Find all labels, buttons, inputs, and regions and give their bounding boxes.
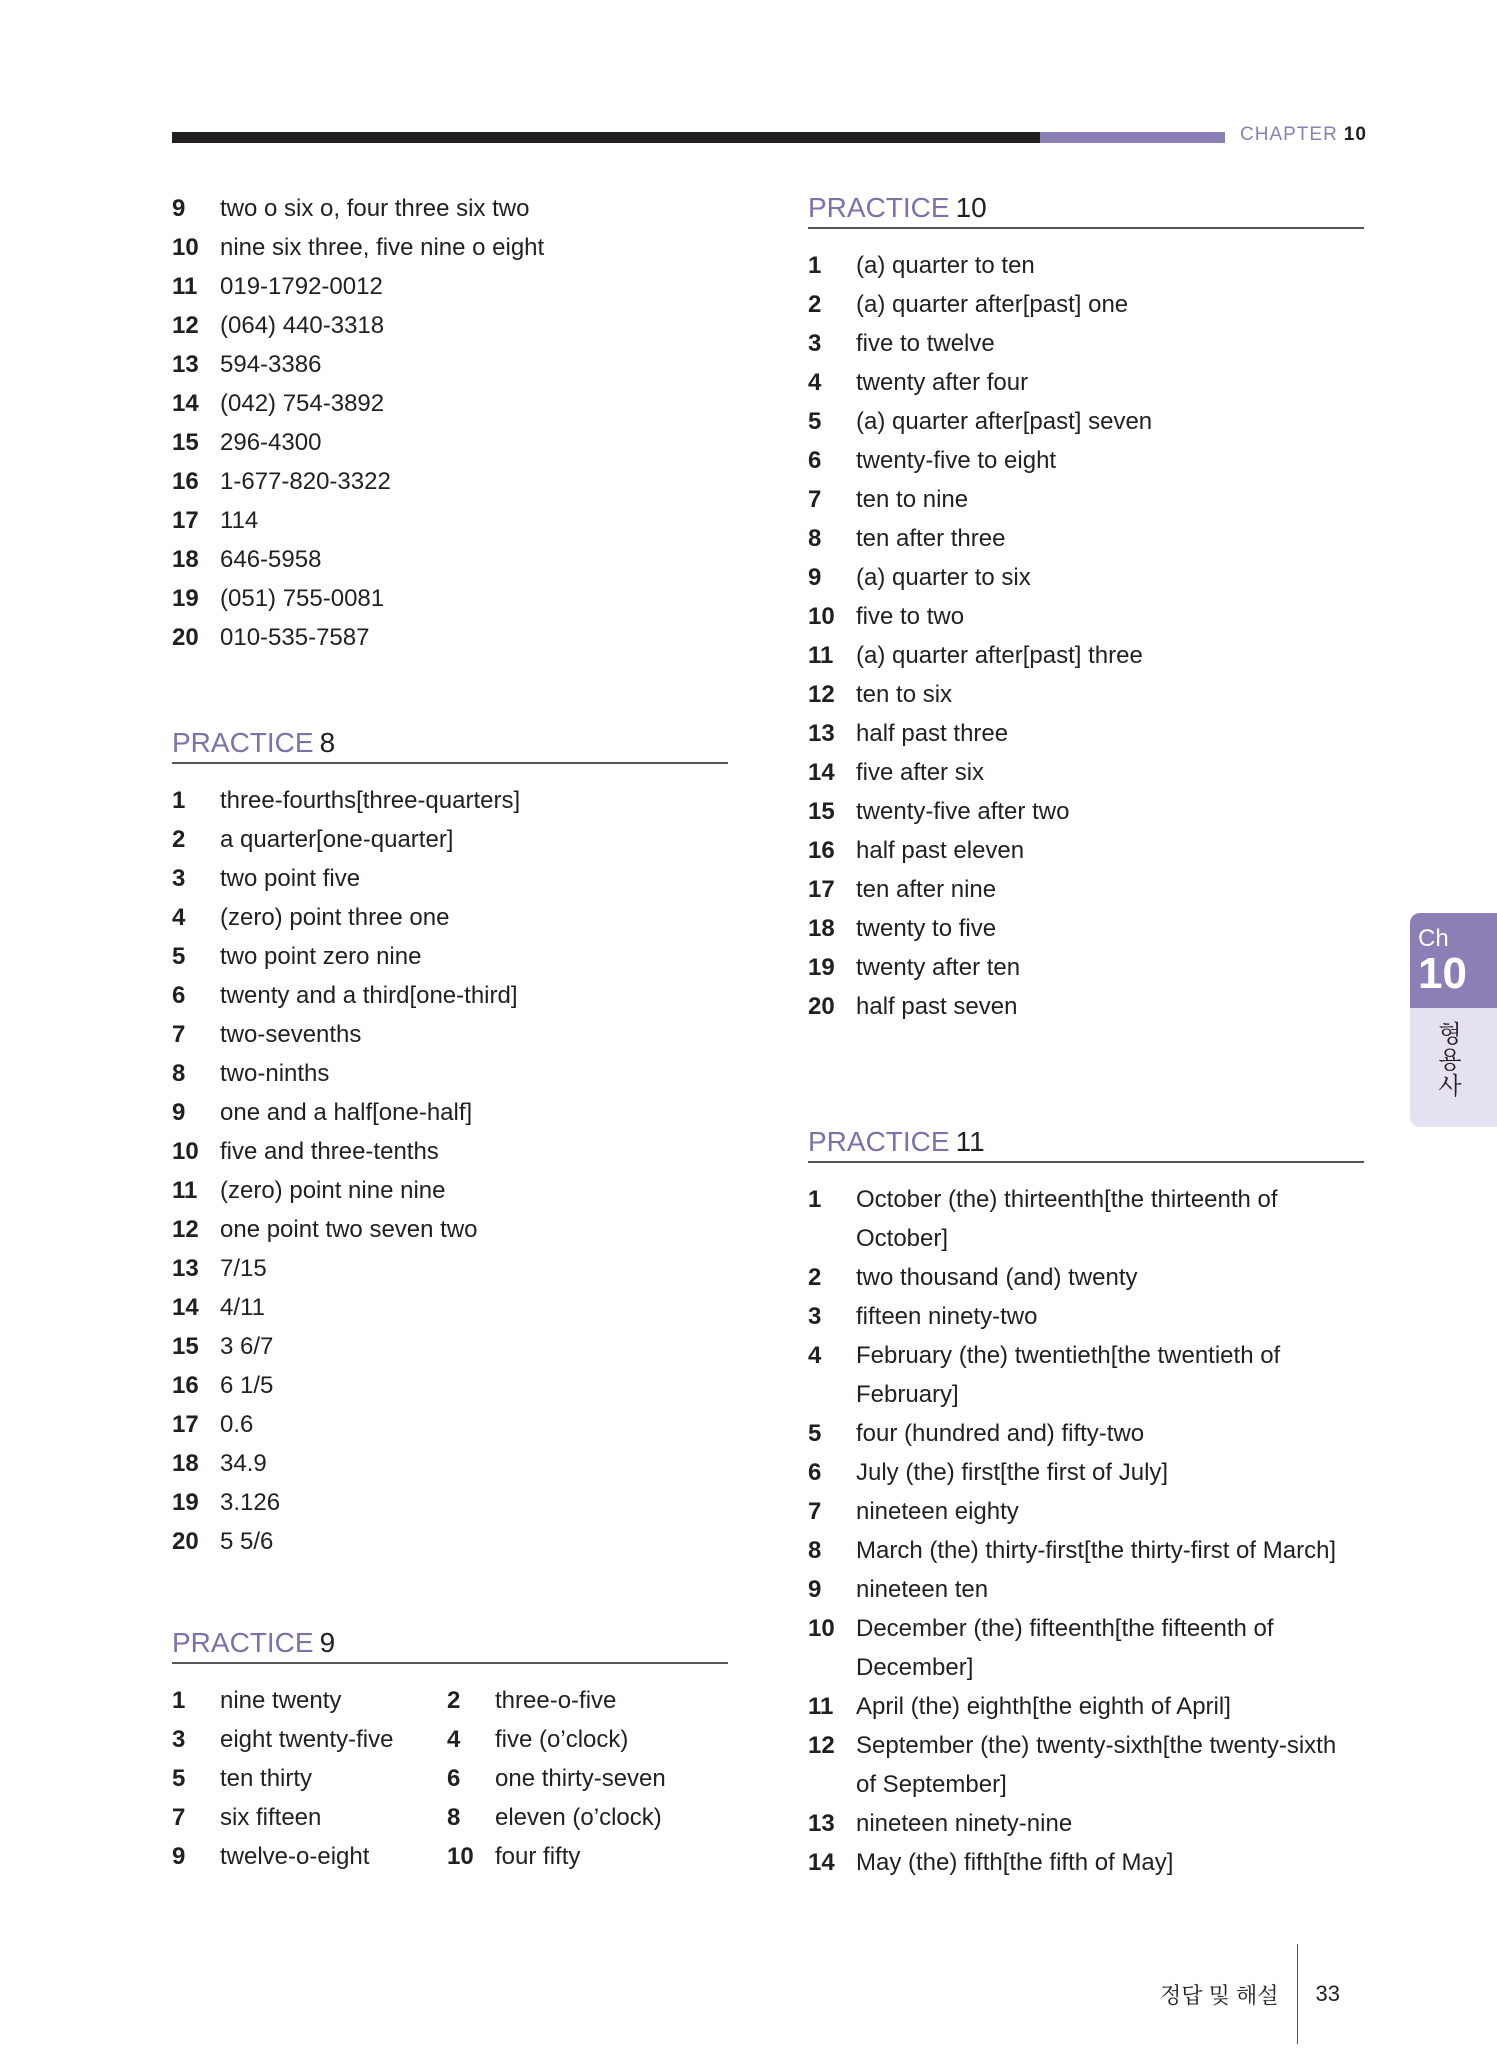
answer-item	[172, 1093, 728, 1132]
answer-text: 7/15	[220, 1255, 267, 1282]
section-label: PRACTICE	[172, 727, 314, 758]
answer-text: five (o’clock)	[495, 1726, 629, 1753]
answer-text: December (the) fifteenth[the fifteenth of December]	[856, 1615, 1274, 1681]
answer-number: 2	[808, 1264, 822, 1291]
answer-text: nineteen ten	[856, 1576, 989, 1603]
answer-item	[808, 1297, 1364, 1336]
answer-text: 594-3386	[220, 351, 322, 378]
answer-item	[172, 1522, 728, 1561]
answer-item	[172, 1171, 728, 1210]
answer-number: 4	[808, 1342, 822, 1369]
answer-text: half past three	[856, 720, 1009, 747]
answer-item	[172, 1720, 447, 1759]
answer-number: 6	[447, 1765, 461, 1792]
answer-number: 8	[447, 1804, 461, 1831]
answer-text: three-o-five	[495, 1687, 617, 1714]
answer-text: twenty and a third[one-third]	[220, 982, 518, 1009]
answer-text: two-ninths	[220, 1060, 330, 1087]
answer-number: 6	[808, 1459, 822, 1486]
answer-text: one thirty-seven	[495, 1765, 666, 1792]
answer-text: twenty-five after two	[856, 798, 1070, 825]
section-number: 8	[319, 727, 336, 758]
answer-number: 12	[808, 681, 835, 708]
answer-item	[808, 1336, 1364, 1414]
answer-item	[808, 1180, 1364, 1258]
answer-text: twelve-o-eight	[220, 1843, 370, 1870]
answer-number: 2	[447, 1687, 461, 1714]
practice-10	[808, 189, 1364, 1026]
answer-text: five to twelve	[856, 330, 995, 357]
answer-item	[808, 987, 1364, 1026]
answer-item	[172, 1837, 447, 1876]
answer-text: 010-535-7587	[220, 624, 370, 651]
answer-text: (a) quarter after[past] three	[856, 642, 1143, 669]
section-number: 9	[319, 1627, 336, 1658]
answer-item	[172, 781, 728, 820]
answer-number: 18	[172, 1450, 199, 1477]
answer-text: two thousand (and) twenty	[856, 1264, 1138, 1291]
answer-text: May (the) fifth[the fifth of May]	[856, 1849, 1174, 1876]
answer-item	[808, 1804, 1364, 1843]
answer-number: 1	[808, 252, 822, 279]
answer-number: 9	[808, 1576, 822, 1603]
answer-text: February (the) twentieth[the twentieth of February]	[856, 1342, 1281, 1408]
answer-text: two-sevenths	[220, 1021, 362, 1048]
answer-text: 3.126	[220, 1489, 281, 1516]
answer-text: July (the) first[the first of July]	[856, 1459, 1169, 1486]
answer-number: 10	[172, 234, 199, 261]
answer-number: 19	[172, 585, 199, 612]
answer-number: 13	[808, 1810, 835, 1837]
answer-number: 3	[808, 330, 822, 357]
answer-number: 12	[172, 1216, 199, 1243]
answer-text: 646-5958	[220, 546, 322, 573]
answer-item	[172, 1405, 728, 1444]
answer-number: 16	[172, 468, 199, 495]
answer-text: a quarter[one-quarter]	[220, 826, 454, 853]
answer-number: 10	[808, 603, 835, 630]
answer-item	[172, 384, 728, 423]
answer-item	[808, 402, 1364, 441]
answer-text: April (the) eighth[the eighth of April]	[856, 1693, 1231, 1720]
answer-text: five to two	[856, 603, 965, 630]
answer-number: 8	[808, 1537, 822, 1564]
answer-text: three-fourths[three-quarters]	[220, 787, 521, 814]
answer-number: 1	[808, 1186, 822, 1213]
answer-number: 11	[808, 1693, 834, 1720]
answer-item	[808, 1492, 1364, 1531]
answer-text: 34.9	[220, 1450, 267, 1477]
chapter-number: 10	[1343, 124, 1367, 145]
answer-text: twenty to five	[856, 915, 997, 942]
answer-item	[808, 246, 1364, 285]
chapter-label: CHAPTER	[1240, 124, 1338, 145]
answer-number: 2	[808, 291, 822, 318]
answer-item	[172, 898, 728, 937]
answer-text: (a) quarter to six	[856, 564, 1031, 591]
answer-item	[808, 1531, 1364, 1570]
answer-text: nine twenty	[220, 1687, 342, 1714]
answer-number: 16	[808, 837, 835, 864]
answer-number: 18	[808, 915, 835, 942]
answer-item	[808, 441, 1364, 480]
answer-item	[172, 1288, 728, 1327]
section-number: 11	[955, 1126, 985, 1157]
answer-text: nineteen eighty	[856, 1498, 1019, 1525]
answer-text: eleven (o’clock)	[495, 1804, 662, 1831]
answer-text: ten to six	[856, 681, 953, 708]
answer-item	[172, 1054, 728, 1093]
section-title	[172, 1624, 728, 1664]
answer-number: 17	[172, 507, 199, 534]
answer-item	[172, 501, 728, 540]
answer-number: 6	[172, 982, 186, 1009]
side-tab-label: 형용사	[1438, 1021, 1462, 1100]
answer-text: (064) 440-3318	[220, 312, 385, 339]
chapter-side-tab[interactable]	[1410, 913, 1497, 1127]
answer-number: 18	[172, 546, 199, 573]
side-tab-ch: Ch	[1418, 925, 1449, 952]
answer-text: (a) quarter after[past] one	[856, 291, 1129, 318]
answer-item	[172, 267, 728, 306]
answer-text: 114	[220, 507, 259, 534]
answer-item	[808, 1453, 1364, 1492]
answer-item	[172, 1015, 728, 1054]
answer-text: twenty-five to eight	[856, 447, 1057, 474]
answer-text: two point five	[220, 865, 361, 892]
answer-item	[808, 363, 1364, 402]
answer-item	[172, 1483, 728, 1522]
answer-number: 5	[808, 1420, 822, 1447]
answer-item	[172, 345, 728, 384]
answer-number: 17	[808, 876, 835, 903]
practice-11	[808, 1123, 1364, 1882]
practice-9	[172, 1624, 728, 1876]
answer-item	[808, 714, 1364, 753]
answer-number: 11	[172, 1177, 198, 1204]
answer-number: 7	[172, 1021, 186, 1048]
answer-number: 12	[172, 312, 199, 339]
answer-number: 10	[447, 1843, 474, 1870]
answer-number: 1	[172, 787, 186, 814]
answer-item	[447, 1837, 728, 1876]
answer-number: 3	[172, 865, 186, 892]
answer-item	[172, 423, 728, 462]
answer-item	[172, 228, 728, 267]
answer-text: (042) 754-3892	[220, 390, 385, 417]
answer-text: two point zero nine	[220, 943, 422, 970]
answer-number: 3	[808, 1303, 822, 1330]
answer-item	[808, 1609, 1364, 1687]
answer-number: 5	[808, 408, 822, 435]
answer-text: half past seven	[856, 993, 1018, 1020]
answer-number: 14	[808, 759, 835, 786]
answer-number: 4	[172, 904, 186, 931]
answer-list	[172, 781, 728, 1561]
answer-text: two o six o, four three six two	[220, 195, 530, 222]
answer-item	[808, 909, 1364, 948]
answer-number: 5	[172, 1765, 186, 1792]
answer-number: 20	[172, 624, 199, 651]
answer-text: six fifteen	[220, 1804, 322, 1831]
answer-text: 1-677-820-3322	[220, 468, 391, 495]
answer-list	[172, 189, 728, 657]
answer-item	[447, 1681, 728, 1720]
answer-item	[808, 480, 1364, 519]
answer-text: (zero) point nine nine	[220, 1177, 446, 1204]
footer-title: 정답 및 해설	[1160, 1982, 1279, 2008]
page-number: 33	[1315, 1981, 1340, 2006]
answer-number: 7	[808, 486, 822, 513]
answer-text: (zero) point three one	[220, 904, 450, 931]
answer-number: 9	[172, 1099, 186, 1126]
answer-item	[808, 558, 1364, 597]
header-bar-accent	[1040, 132, 1225, 143]
answer-text: 4/11	[220, 1294, 265, 1321]
section-label: PRACTICE	[808, 1126, 950, 1157]
answer-number: 5	[172, 943, 186, 970]
answer-number: 15	[172, 1333, 199, 1360]
answer-text: (051) 755-0081	[220, 585, 385, 612]
answer-item	[172, 1249, 728, 1288]
answer-item	[808, 948, 1364, 987]
answer-text: March (the) thirty-first[the thirty-first of March]	[856, 1537, 1337, 1564]
answer-number: 10	[172, 1138, 199, 1165]
answer-number: 11	[172, 273, 198, 300]
answer-number: 15	[172, 429, 199, 456]
answer-item	[172, 579, 728, 618]
answer-text: October (the) thirteenth[the thirteenth of October]	[856, 1186, 1278, 1252]
answer-text: (a) quarter to ten	[856, 252, 1035, 279]
answer-item	[172, 540, 728, 579]
answer-text: 019-1792-0012	[220, 273, 383, 300]
answer-text: five and three-tenths	[220, 1138, 439, 1165]
answer-number: 7	[172, 1804, 186, 1831]
answer-number: 14	[172, 390, 199, 417]
answer-item	[447, 1798, 728, 1837]
answer-text: fifteen ninety-two	[856, 1303, 1038, 1330]
answer-text: September (the) twenty-sixth[the twenty-sixth of September]	[856, 1732, 1337, 1798]
answer-text: 0.6	[220, 1411, 254, 1438]
answer-text: (a) quarter after[past] seven	[856, 408, 1153, 435]
answer-item	[808, 1414, 1364, 1453]
answer-item	[172, 1444, 728, 1483]
chapter-heading	[1240, 124, 1367, 146]
answer-number: 19	[172, 1489, 199, 1516]
answer-text: 3 6/7	[220, 1333, 274, 1360]
header-bar	[172, 132, 1225, 143]
answer-item	[808, 870, 1364, 909]
answer-number: 4	[808, 369, 822, 396]
answer-number: 6	[808, 447, 822, 474]
answer-item	[808, 831, 1364, 870]
section-number: 10	[955, 192, 987, 223]
answer-number: 14	[172, 1294, 199, 1321]
answer-item	[172, 1681, 447, 1720]
answer-item	[172, 1366, 728, 1405]
answer-number: 11	[808, 642, 834, 669]
answer-number: 19	[808, 954, 835, 981]
footer-divider	[1297, 1944, 1298, 2044]
answer-item	[447, 1759, 728, 1798]
answer-number: 1	[172, 1687, 186, 1714]
answer-item	[808, 1258, 1364, 1297]
answer-number: 3	[172, 1726, 186, 1753]
answer-number: 13	[172, 1255, 199, 1282]
answer-text: eight twenty-five	[220, 1726, 394, 1753]
answer-item	[172, 1327, 728, 1366]
answer-number: 9	[172, 1843, 186, 1870]
answer-number: 20	[808, 993, 835, 1020]
answer-number: 8	[808, 525, 822, 552]
answer-item	[808, 1570, 1364, 1609]
answer-text: four fifty	[495, 1843, 581, 1870]
answer-text: twenty after four	[856, 369, 1029, 396]
answer-item	[808, 519, 1364, 558]
answer-number: 4	[447, 1726, 461, 1753]
answer-grid	[172, 1681, 728, 1876]
answer-item	[808, 1687, 1364, 1726]
side-tab-number: 10	[1418, 949, 1467, 998]
answer-item	[172, 618, 728, 657]
answer-text: four (hundred and) fifty-two	[856, 1420, 1145, 1447]
answer-item	[172, 189, 728, 228]
answer-number: 10	[808, 1615, 835, 1642]
answer-list	[808, 1180, 1364, 1882]
answer-item	[172, 462, 728, 501]
answer-number: 14	[808, 1849, 835, 1876]
section-title	[172, 724, 728, 764]
answer-item	[172, 859, 728, 898]
answer-item	[808, 597, 1364, 636]
answer-item	[808, 324, 1364, 363]
answer-item	[172, 1798, 447, 1837]
section-label: PRACTICE	[172, 1627, 314, 1658]
answer-number: 9	[172, 195, 186, 222]
continued-answers	[172, 189, 728, 657]
answer-item	[172, 306, 728, 345]
answer-item	[808, 675, 1364, 714]
answer-text: 296-4300	[220, 429, 322, 456]
answer-item	[172, 937, 728, 976]
answer-text: ten after nine	[856, 876, 997, 903]
header-bar-dark	[172, 132, 1040, 143]
section-label: PRACTICE	[808, 192, 950, 223]
answer-item	[808, 636, 1364, 675]
answer-item	[447, 1720, 728, 1759]
answer-item	[172, 1132, 728, 1171]
answer-number: 7	[808, 1498, 822, 1525]
section-title	[808, 1123, 1364, 1163]
answer-text: one point two seven two	[220, 1216, 478, 1243]
page-footer	[1160, 1944, 1340, 2044]
answer-item	[808, 753, 1364, 792]
answer-number: 15	[808, 798, 835, 825]
answer-text: nine six three, five nine o eight	[220, 234, 545, 261]
answer-item	[172, 976, 728, 1015]
answer-number: 8	[172, 1060, 186, 1087]
practice-8	[172, 724, 728, 1561]
answer-number: 13	[172, 351, 199, 378]
answer-item	[808, 792, 1364, 831]
answer-number: 16	[172, 1372, 199, 1399]
answer-text: ten after three	[856, 525, 1006, 552]
answer-text: ten thirty	[220, 1765, 313, 1792]
answer-text: 5 5/6	[220, 1528, 274, 1555]
answer-text: ten to nine	[856, 486, 969, 513]
answer-item	[172, 1210, 728, 1249]
answer-number: 12	[808, 1732, 835, 1759]
answer-text: 6 1/5	[220, 1372, 274, 1399]
answer-item	[808, 285, 1364, 324]
answer-number: 2	[172, 826, 186, 853]
side-tab-header	[1410, 913, 1497, 1008]
answer-text: half past eleven	[856, 837, 1025, 864]
answer-item	[808, 1843, 1364, 1882]
answer-item	[808, 1726, 1364, 1804]
answer-number: 17	[172, 1411, 199, 1438]
section-title	[808, 189, 1364, 229]
answer-text: one and a half[one-half]	[220, 1099, 473, 1126]
answer-number: 13	[808, 720, 835, 747]
answer-text: nineteen ninety-nine	[856, 1810, 1073, 1837]
answer-text: five after six	[856, 759, 985, 786]
answer-list	[808, 246, 1364, 1026]
answer-number: 9	[808, 564, 822, 591]
answer-item	[172, 820, 728, 859]
answer-item	[172, 1759, 447, 1798]
answer-number: 20	[172, 1528, 199, 1555]
answer-text: twenty after ten	[856, 954, 1021, 981]
